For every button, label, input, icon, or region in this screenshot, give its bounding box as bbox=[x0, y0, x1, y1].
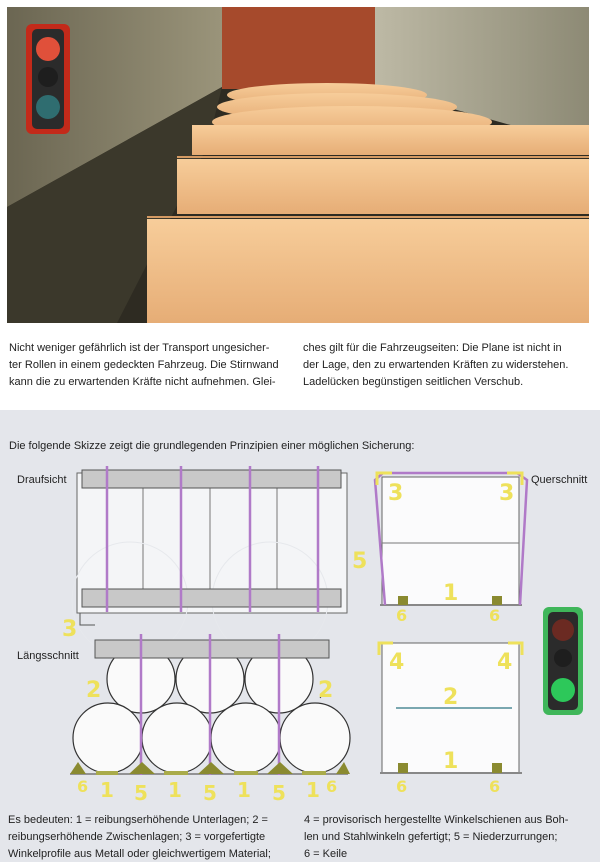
label-4-left: 4 bbox=[389, 650, 405, 675]
label-laengsschnitt: Längsschnitt bbox=[17, 650, 79, 662]
label-3-right: 3 bbox=[499, 481, 515, 506]
label-5-long-b: 5 bbox=[203, 781, 217, 805]
paragraph-right: ches gilt für die Fahrzeugseiten: Die Plane ist nicht in der Lage, den zu erwartenden Kräften zu widerstehen. Ladelücken begünstigen seitlichen Verschub. bbox=[303, 342, 569, 388]
paragraph-left: Nicht weniger gefährlich ist der Transport ungesicher- ter Rollen in einem gedeckten Fahrzeug. Die Stirnwand kann die zu erwartenden Kräfte nicht aufnehmen. Glei- bbox=[9, 342, 279, 388]
top-view bbox=[72, 466, 347, 658]
label-6-lower-left: 6 bbox=[396, 777, 408, 796]
legend-right: 4 = provisorisch hergestellte Winkelschienen aus Boh- len und Stahlwinkeln gefertigt; 5 = Niederzurrungen; 6 = Keile bbox=[304, 814, 569, 860]
traffic-light-green-icon bbox=[543, 607, 583, 715]
label-6-cross-left: 6 bbox=[396, 606, 408, 625]
label-5-long-c: 5 bbox=[272, 781, 286, 805]
label-4-right: 4 bbox=[497, 650, 513, 675]
label-2-long-right: 2 bbox=[318, 678, 334, 703]
label-2-long-left: 2 bbox=[86, 678, 102, 703]
label-5-long-a: 5 bbox=[134, 781, 148, 805]
label-1-long-c: 1 bbox=[237, 778, 251, 802]
label-draufsicht: Draufsicht bbox=[17, 474, 67, 486]
label-3-top: 3 bbox=[62, 617, 78, 642]
sketch-intro: Die folgende Skizze zeigt die grundlegenden Prinzipien einer möglichen Sicherung: bbox=[9, 440, 415, 452]
label-6-long-left: 6 bbox=[77, 777, 89, 796]
label-1-cross-lower: 1 bbox=[443, 749, 459, 774]
label-6-lower-right: 6 bbox=[489, 777, 501, 796]
label-1-long-a: 1 bbox=[100, 778, 114, 802]
label-3-left: 3 bbox=[388, 481, 404, 506]
label-5-cross: 5 bbox=[352, 549, 368, 574]
label-1-long-d: 1 bbox=[306, 778, 320, 802]
label-6-long-right: 6 bbox=[326, 777, 338, 796]
label-1-long-b: 1 bbox=[168, 778, 182, 802]
label-1-cross: 1 bbox=[443, 581, 459, 606]
longitudinal-section bbox=[70, 634, 350, 775]
legend-left: Es bedeuten: 1 = reibungserhöhende Unterlagen; 2 = reibungserhöhende Zwischenlagen; 3 = vorgefertigte Winkelprofile aus Metall oder gleichwertigem Material; bbox=[8, 814, 271, 860]
label-2-cross: 2 bbox=[443, 685, 459, 710]
label-6-cross-right: 6 bbox=[489, 606, 501, 625]
label-querschnitt: Querschnitt bbox=[531, 474, 588, 486]
